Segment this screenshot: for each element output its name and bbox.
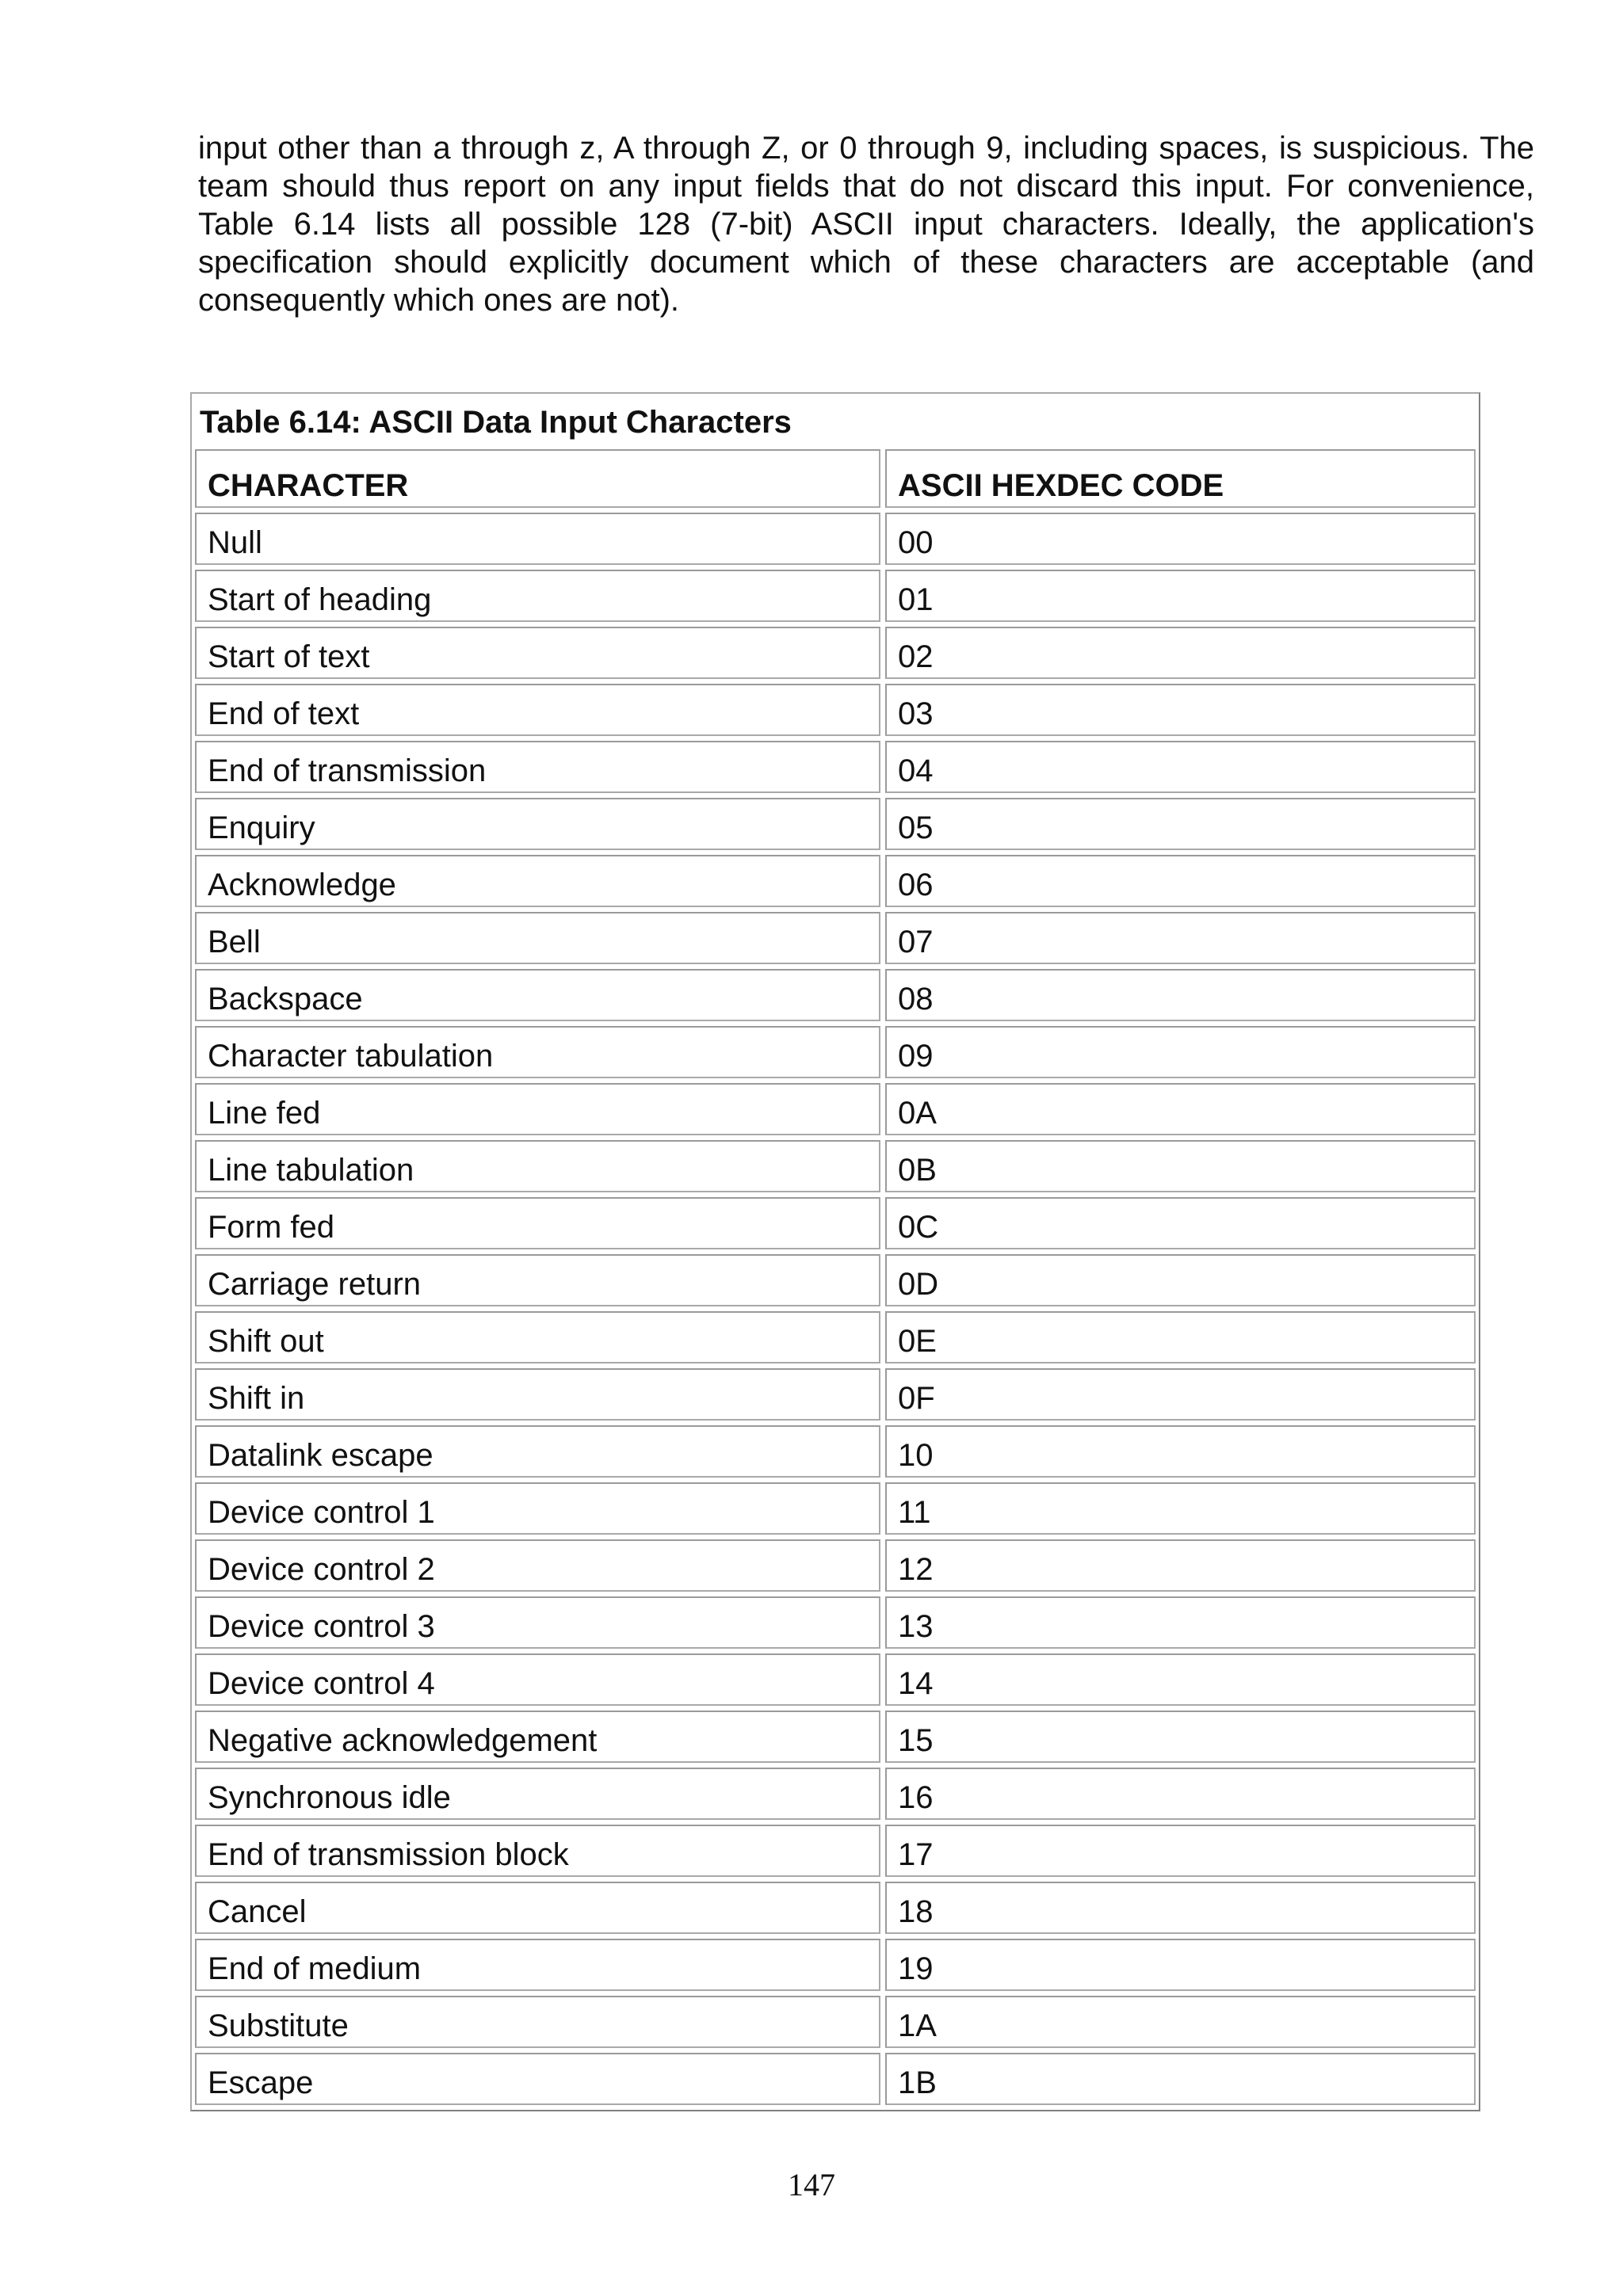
character-name-cell: Form fed: [195, 1197, 880, 1249]
character-name-cell: Device control 3: [195, 1596, 880, 1649]
character-name-cell: End of text: [195, 684, 880, 736]
hex-code-cell: 03: [885, 684, 1476, 736]
table-row: [195, 1596, 1476, 1649]
table-row: [195, 513, 1476, 565]
table-row: [195, 1825, 1476, 1877]
character-name-cell: Acknowledge: [195, 855, 880, 907]
table-row: [195, 1026, 1476, 1078]
table-row: [195, 969, 1476, 1021]
hex-code-cell: 11: [885, 1482, 1476, 1535]
table-row: [195, 2053, 1476, 2105]
table-row: [195, 1140, 1476, 1192]
column-header-character: CHARACTER: [195, 449, 880, 508]
hex-code-cell: 09: [885, 1026, 1476, 1078]
character-name-cell: End of transmission: [195, 741, 880, 793]
character-name-cell: Device control 1: [195, 1482, 880, 1535]
character-name-cell: Substitute: [195, 1996, 880, 2048]
character-name-cell: Line fed: [195, 1083, 880, 1135]
character-name-cell: Synchronous idle: [195, 1768, 880, 1820]
table-row: [195, 1425, 1476, 1478]
hex-code-cell: 12: [885, 1539, 1476, 1592]
hex-code-cell: 01: [885, 570, 1476, 622]
table-caption: Table 6.14: ASCII Data Input Characters: [200, 405, 792, 440]
table-row: [195, 1368, 1476, 1421]
character-name-cell: Device control 4: [195, 1653, 880, 1706]
hex-code-cell: 0E: [885, 1311, 1476, 1363]
hex-code-cell: 0D: [885, 1254, 1476, 1306]
table-row: [195, 1768, 1476, 1820]
table-row: [195, 684, 1476, 736]
table-row: [195, 1996, 1476, 2048]
column-header-code: ASCII HEXDEC CODE: [885, 449, 1476, 508]
table-body: [195, 513, 1476, 2105]
character-name-cell: Null: [195, 513, 880, 565]
character-name-cell: Cancel: [195, 1882, 880, 1934]
hex-code-cell: 18: [885, 1882, 1476, 1934]
character-name-cell: Backspace: [195, 969, 880, 1021]
hex-code-cell: 0B: [885, 1140, 1476, 1192]
table-row: [195, 1311, 1476, 1363]
hex-code-cell: 15: [885, 1711, 1476, 1763]
character-name-cell: Enquiry: [195, 798, 880, 850]
character-name-cell: Shift out: [195, 1311, 880, 1363]
table-row: [195, 1197, 1476, 1249]
table-row: [195, 798, 1476, 850]
hex-code-cell: 17: [885, 1825, 1476, 1877]
character-name-cell: End of medium: [195, 1939, 880, 1991]
character-name-cell: Datalink escape: [195, 1425, 880, 1478]
table-header-row: [195, 449, 1476, 508]
table-row: [195, 1882, 1476, 1934]
hex-code-cell: 06: [885, 855, 1476, 907]
table-row: [195, 1711, 1476, 1763]
table-row: [195, 1539, 1476, 1592]
hex-code-cell: 08: [885, 969, 1476, 1021]
table-row: [195, 1083, 1476, 1135]
table-row: [195, 912, 1476, 964]
character-name-cell: Carriage return: [195, 1254, 880, 1306]
table-row: [195, 627, 1476, 679]
character-name-cell: Negative acknowledgement: [195, 1711, 880, 1763]
table-row: [195, 741, 1476, 793]
character-name-cell: Start of text: [195, 627, 880, 679]
character-name-cell: Line tabulation: [195, 1140, 880, 1192]
hex-code-cell: 0F: [885, 1368, 1476, 1421]
character-name-cell: Bell: [195, 912, 880, 964]
hex-code-cell: 10: [885, 1425, 1476, 1478]
table-row: [195, 570, 1476, 622]
character-name-cell: Shift in: [195, 1368, 880, 1421]
table-row: [195, 1254, 1476, 1306]
hex-code-cell: 1B: [885, 2053, 1476, 2105]
character-name-cell: Start of heading: [195, 570, 880, 622]
hex-code-cell: 16: [885, 1768, 1476, 1820]
hex-code-cell: 1A: [885, 1996, 1476, 2048]
hex-code-cell: 0A: [885, 1083, 1476, 1135]
hex-code-cell: 02: [885, 627, 1476, 679]
hex-code-cell: 19: [885, 1939, 1476, 1991]
page-number: 147: [788, 2167, 835, 2203]
hex-code-cell: 04: [885, 741, 1476, 793]
hex-code-cell: 0C: [885, 1197, 1476, 1249]
hex-code-cell: 13: [885, 1596, 1476, 1649]
hex-code-cell: 00: [885, 513, 1476, 565]
character-name-cell: Character tabulation: [195, 1026, 880, 1078]
hex-code-cell: 07: [885, 912, 1476, 964]
table-row: [195, 1653, 1476, 1706]
table-row: [195, 1939, 1476, 1991]
character-name-cell: Escape: [195, 2053, 880, 2105]
table-row: [195, 1482, 1476, 1535]
intro-paragraph: input other than a through z, A through Z, or 0 through 9, including spaces, is suspicious. The team should thus report on any input fields that do not discard this input. For convenience, Table 6.14 lists all possible 128 (7-bit) ASCII input characters. Ideally, the application's specification should explicitly document which of these characters are acceptable (and consequently which ones are not).: [198, 131, 1534, 318]
ascii-table: [190, 444, 1480, 2110]
character-name-cell: End of transmission block: [195, 1825, 880, 1877]
table-row: [195, 855, 1476, 907]
ascii-table-container: [190, 392, 1480, 2111]
hex-code-cell: 05: [885, 798, 1476, 850]
character-name-cell: Device control 2: [195, 1539, 880, 1592]
hex-code-cell: 14: [885, 1653, 1476, 1706]
